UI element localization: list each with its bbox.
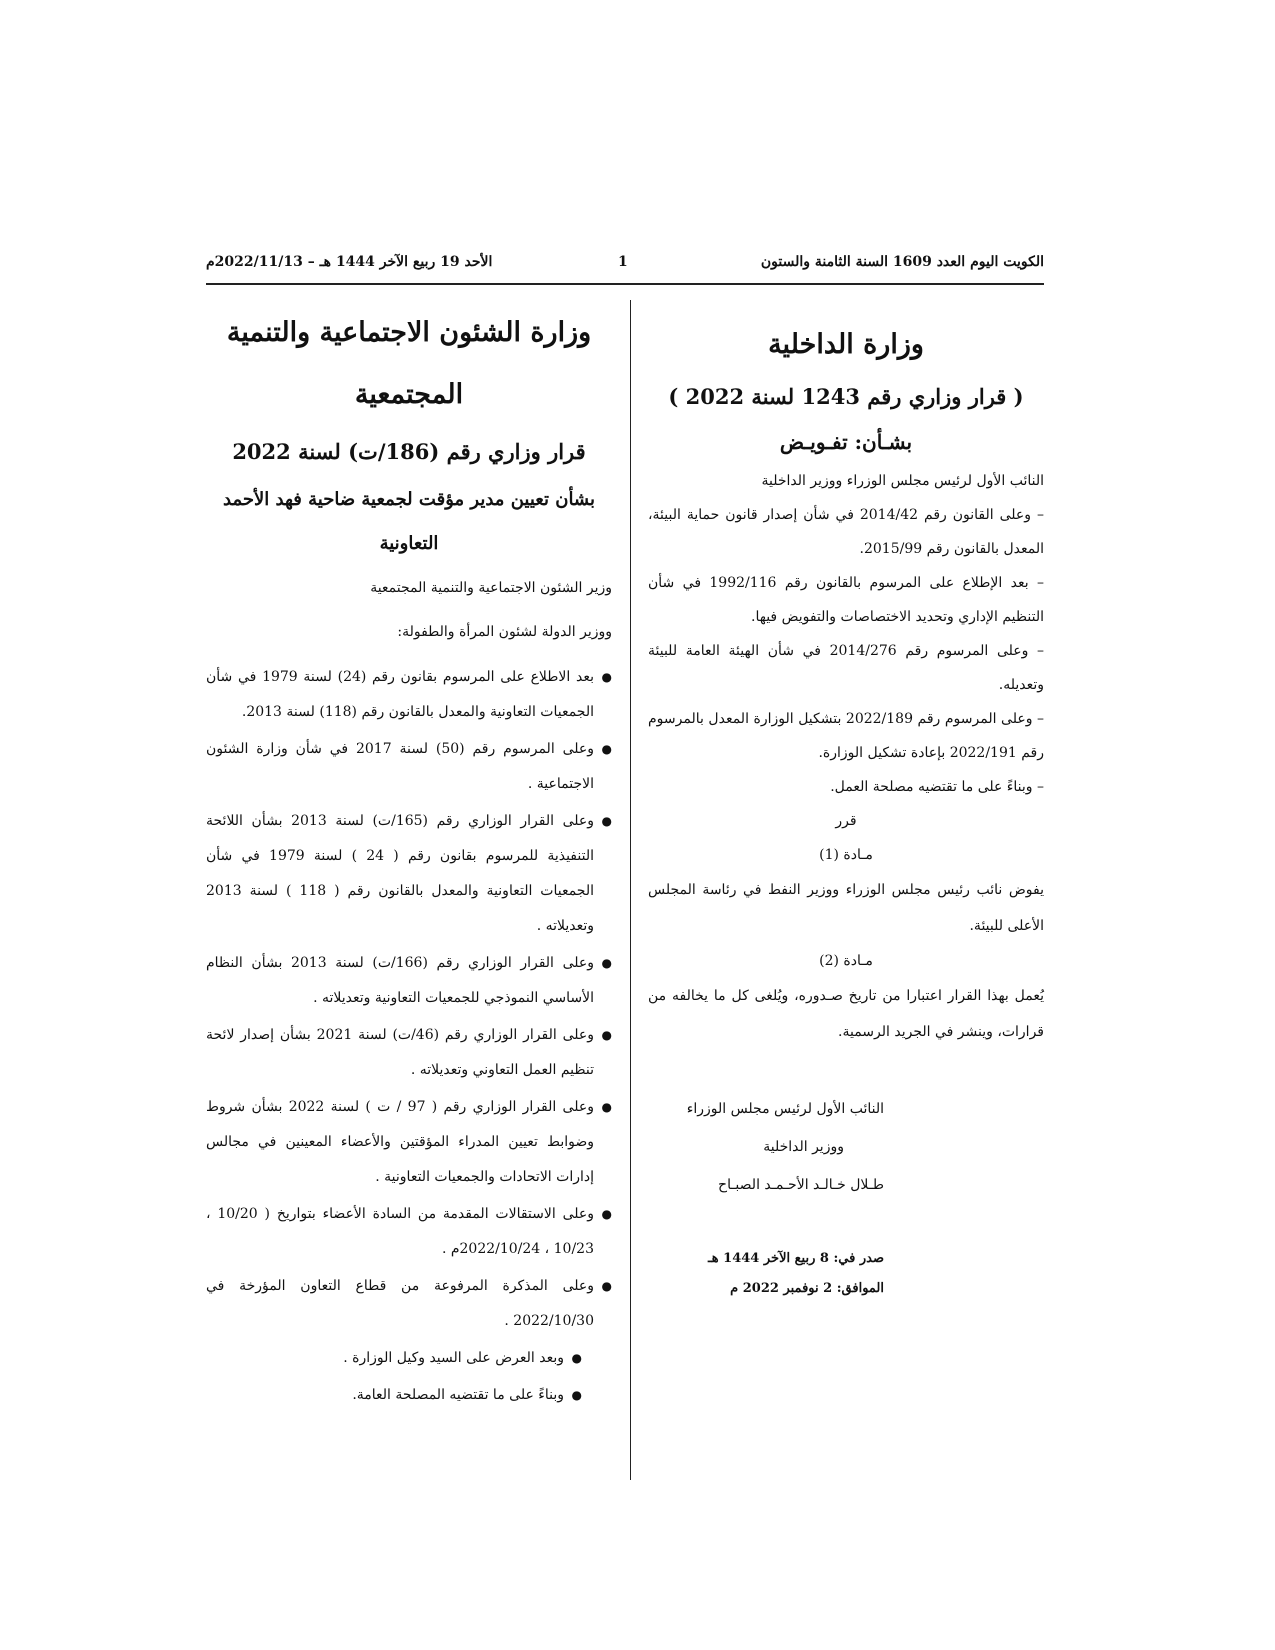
page-number: 1 xyxy=(618,254,628,270)
issued-gregorian-date: الموافق: 2 نوفمبر 2022 م xyxy=(730,1281,884,1296)
signatory-office: ووزير الداخلية xyxy=(763,1139,844,1155)
minister-title: وزير الشئون الاجتماعية والتنمية المجتمعية xyxy=(370,580,612,596)
bullet-icon: ● xyxy=(601,1279,612,1293)
preamble-line: – وعلى المرسوم رقم 2014/276 في شأن الهيئة العامة للبيئة وتعديله. xyxy=(648,643,1044,693)
bullet-icon: ● xyxy=(571,1351,582,1365)
bullet-icon: ● xyxy=(601,1207,612,1221)
list-item: ● وعلى القرار الوزاري رقم (46/ت) لسنة 2021 بشأن إصدار لائحة تنظيم العمل التعاوني وتعديلاته . xyxy=(206,1018,612,1088)
decree-subject: بشأن تعيين مدير مؤقت لجمعية ضاحية فهد الأحمد التعاونية xyxy=(223,489,595,554)
social-affairs-decree xyxy=(206,302,612,1415)
bullet-icon: ● xyxy=(601,814,612,828)
preamble-line: النائب الأول لرئيس مجلس الوزراء ووزير الداخلية xyxy=(761,473,1044,489)
bullet-icon: ● xyxy=(601,1100,612,1114)
bullet-icon: ● xyxy=(601,742,612,756)
signature-block xyxy=(648,1090,1044,1204)
preamble-line: – وعلى المرسوم رقم 2022/189 بتشكيل الوزارة المعدل بالمرسوم رقم 2022/191 بإعادة تشكيل الوزارة. xyxy=(648,711,1044,761)
issue-date-block xyxy=(648,1244,1044,1304)
list-item: ● وعلى المرسوم رقم (50) لسنة 2017 في شأن وزارة الشئون الاجتماعية . xyxy=(206,732,612,802)
preamble-line: – وعلى القانون رقم 2014/42 في شأن إصدار قانون حماية البيئة، المعدل بالقانون رقم 2015/99. xyxy=(648,507,1044,557)
article-1-heading: مـادة (1) xyxy=(819,847,873,863)
ministry-title: وزارة الداخلية xyxy=(768,329,924,360)
preamble-line: – وبناءً على ما تقتضيه مصلحة العمل. xyxy=(830,779,1044,795)
gazette-date: الأحد 19 ربيع الآخر 1444 هـ – 2022/11/13م xyxy=(206,254,493,270)
column-divider xyxy=(630,300,631,1480)
list-item: ● وعلى القرار الوزاري رقم (165/ت) لسنة 2013 بشأن اللائحة التنفيذية للمرسوم بقانون رقم ( 24 ) لسنة 1979 في شأن الجمعيات التعاونية والمعدل بالقانون رقم ( 118 ) لسنة 2013 وتعديلاته . xyxy=(206,804,612,944)
list-item: ● وبعد العرض على السيد وكيل الوزارة . xyxy=(206,1341,582,1376)
issued-hijri-date: صدر في: 8 ربيع الآخر 1444 هـ xyxy=(707,1251,884,1266)
list-item: ● وبناءً على ما تقتضيه المصلحة العامة. xyxy=(206,1378,582,1413)
list-item: ● وعلى الاستقالات المقدمة من السادة الأعضاء بتواريخ ( 10/20 ، 10/23 ، 2022/10/24م . xyxy=(206,1197,612,1267)
signatory-title: النائب الأول لرئيس مجلس الوزراء xyxy=(686,1101,884,1117)
bullet-icon: ● xyxy=(601,1028,612,1042)
bullet-icon: ● xyxy=(571,1388,582,1402)
list-item: ● وعلى القرار الوزاري رقم ( 97 / ت ) لسنة 2022 بشأن شروط وضوابط تعيين المدراء المؤقتين والأعضاء المعينين في مجالس إدارات الاتحادات والجمعيات التعاونية . xyxy=(206,1090,612,1195)
preamble-line: – بعد الإطلاع على المرسوم بالقانون رقم 1992/116 في شأن التنظيم الإداري وتحديد الاختصاصات والتفويض فيها. xyxy=(648,575,1045,625)
list-item: ● بعد الاطلاع على المرسوم بقانون رقم (24) لسنة 1979 في شأن الجمعيات التعاونية والمعدل بالقانون رقم (118) لسنة 2013. xyxy=(206,660,612,730)
interior-ministry-decree xyxy=(648,316,1044,1304)
decree-title: ( قرار وزاري رقم 1243 لسنة 2022 ) xyxy=(668,384,1024,409)
signatory-name: طـلال خـالـد الأحـمـد الصبـاح xyxy=(718,1177,884,1193)
preamble-list xyxy=(206,660,612,1413)
ministry-title: وزارة الشئون الاجتماعية والتنمية المجتمعية xyxy=(226,317,592,410)
article-1-body: يفوض نائب رئيس مجلس الوزراء ووزير النفط في رئاسة المجلس الأعلى للبيئة. xyxy=(648,882,1044,934)
bullet-icon: ● xyxy=(601,956,612,970)
bullet-icon: ● xyxy=(601,670,612,684)
header-divider xyxy=(206,283,1044,285)
article-2-body: يُعمل بهذا القرار اعتبارا من تاريخ صـدوره، ويُلغى كل ما يخالفه من قرارات، وينشر في الجريد الرسمية. xyxy=(648,988,1044,1040)
decree-subject: بشـأن: تفـويـض xyxy=(779,430,913,454)
list-item: ● وعلى المذكرة المرفوعة من قطاع التعاون المؤرخة في 2022/10/30 . xyxy=(206,1269,612,1339)
page-header xyxy=(206,254,1044,280)
decree-title: قرار وزاري رقم (186/ت) لسنة 2022 xyxy=(232,439,586,464)
article-2-heading: مـادة (2) xyxy=(819,953,873,969)
decided-heading: قرر xyxy=(835,813,857,829)
gazette-issue-info: الكويت اليوم العدد 1609 السنة الثامنة والستون xyxy=(760,254,1044,270)
minister-title-2: ووزير الدولة لشئون المرأة والطفولة: xyxy=(397,624,612,640)
list-item: ● وعلى القرار الوزاري رقم (166/ت) لسنة 2013 بشأن النظام الأساسي النموذجي للجمعيات التعاونية وتعديلاته . xyxy=(206,946,612,1016)
